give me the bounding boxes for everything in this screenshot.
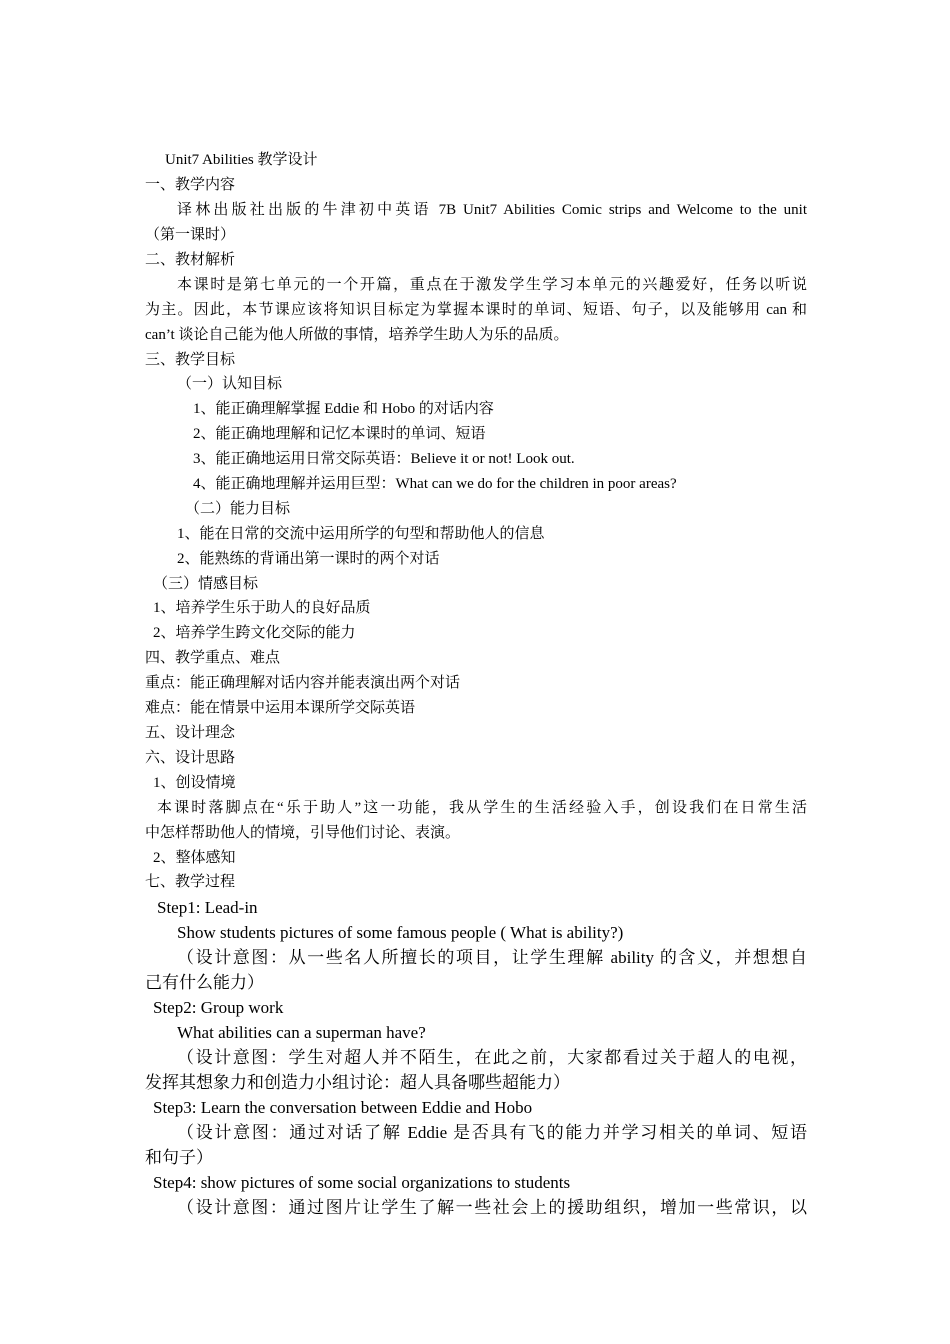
design-note: 发挥其想象力和创造力小组讨论：超人具备哪些超能力） [145,1073,570,1092]
list-item: 4、能正确地理解并运用巨型：What can we do for the children in poor areas? [193,476,677,492]
design-note: （设计意图：从一些名人所擅长的项目，让学生理解 ability 的含义，并想想自 [177,948,807,967]
design-note: （设计意图：通过对话了解 Eddie 是否具有飞的能力并学习相关的单词、短语 [177,1123,807,1142]
paragraph-line: 为主。因此，本节课应该将知识目标定为掌握本课时的单词、短语、句子，以及能够用 can 和 [145,302,807,318]
list-item: 2、培养学生跨文化交际的能力 [153,625,356,641]
step-heading: Step4: show pictures of some social organizations to students [153,1173,571,1192]
design-note: （设计意图：学生对超人并不陌生，在此之前，大家都看过关于超人的电视， [177,1048,807,1067]
section-heading-3: 三、教学目标 [145,352,236,368]
list-item: 2、能熟练的背诵出第一课时的两个对话 [177,551,440,567]
difficult-point: 难点：能在情景中运用本课所学交际英语 [145,700,416,716]
step-heading: Step3: Learn the conversation between Eddie and Hobo [153,1098,533,1117]
list-item: 2、整体感知 [153,850,236,866]
paragraph-line: （第一课时） [145,227,236,243]
list-item: 1、能正确理解掌握 Eddie 和 Hobo 的对话内容 [193,401,494,417]
list-item: 2、能正确地理解和记忆本课时的单词、短语 [193,426,486,442]
document-title: Unit7 Abilities 教学设计 [165,152,318,168]
paragraph-line: 本课时落脚点在“乐于助人”这一功能，我从学生的生活经验入手，创设我们在日常生活 [157,800,807,816]
key-point: 重点：能正确理解对话内容并能表演出两个对话 [145,675,461,691]
step-heading: Step2: Group work [153,998,284,1017]
section-heading-1: 一、教学内容 [145,177,236,193]
paragraph-line: 本课时是第七单元的一个开篇，重点在于激发学生学习本单元的兴趣爱好，任务以听说 [177,277,807,293]
paragraph-line: 译林出版社出版的牛津初中英语 7B Unit7 Abilities Comic strips and Welcome to the unit [177,202,807,218]
design-note: 己有什么能力） [145,973,264,992]
list-item: 3、能正确地运用日常交际英语：Believe it or not! Look out. [193,451,575,467]
section-heading-5: 五、设计理念 [145,725,236,741]
list-item: 1、创设情境 [153,775,236,791]
subsection-heading: （三）情感目标 [153,576,259,592]
list-item: 1、培养学生乐于助人的良好品质 [153,600,371,616]
paragraph-line: 中怎样帮助他人的情境，引导他们讨论、表演。 [145,825,461,841]
subsection-heading: （一）认知目标 [177,376,283,392]
design-note: 和句子） [145,1148,213,1167]
step-text: What abilities can a superman have? [177,1023,426,1042]
section-heading-2: 二、教材解析 [145,252,236,268]
design-note: （设计意图：通过图片让学生了解一些社会上的援助组织，增加一些常识，以 [177,1198,807,1217]
section-heading-6: 六、设计思路 [145,750,236,766]
step-heading: Step1: Lead-in [157,898,258,917]
paragraph-line: can’t 谈论自己能为他人所做的事情，培养学生助人为乐的品质。 [145,327,569,343]
section-heading-7: 七、教学过程 [145,874,236,890]
section-heading-4: 四、教学重点、难点 [145,650,281,666]
step-text: Show students pictures of some famous people ( What is ability?) [177,923,624,942]
list-item: 1、能在日常的交流中运用所学的句型和帮助他人的信息 [177,526,545,542]
subsection-heading: （二）能力目标 [185,501,291,517]
